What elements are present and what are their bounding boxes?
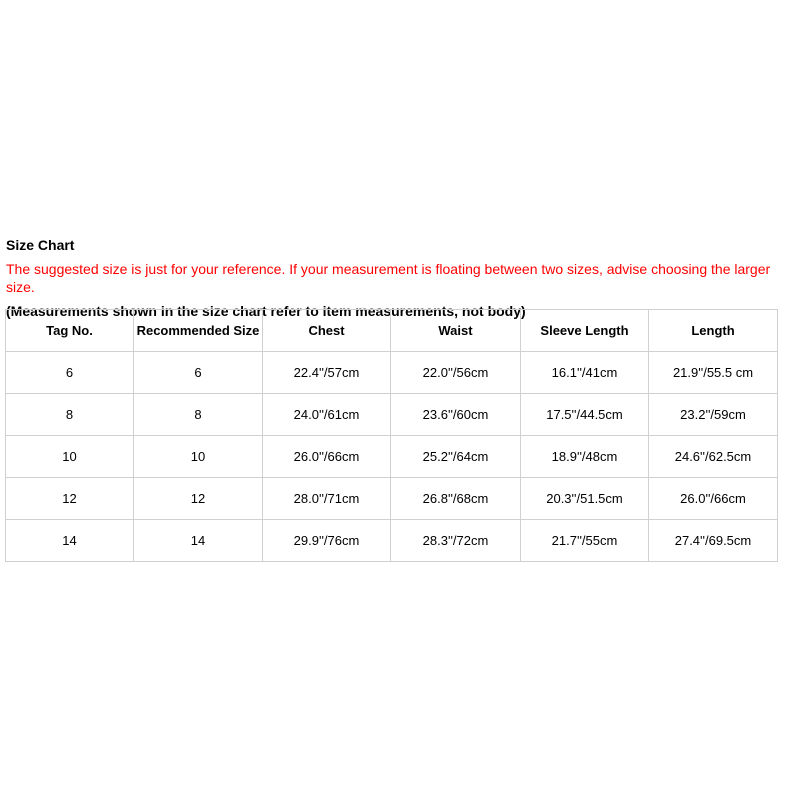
cell-tag-no: 8 xyxy=(6,394,134,436)
cell-length: 27.4''/69.5cm xyxy=(649,520,778,562)
cell-chest: 26.0''/66cm xyxy=(263,436,391,478)
size-chart-header xyxy=(6,236,796,320)
cell-recommended-size: 12 xyxy=(134,478,263,520)
cell-length: 26.0''/66cm xyxy=(649,478,778,520)
cell-tag-no: 12 xyxy=(6,478,134,520)
cell-waist: 28.3''/72cm xyxy=(391,520,521,562)
cell-length: 24.6''/62.5cm xyxy=(649,436,778,478)
measurement-note: (Measurements shown in the size chart refer to item measurements, not body) xyxy=(6,303,526,319)
cell-sleeve-length: 20.3''/51.5cm xyxy=(521,478,649,520)
table-row xyxy=(6,436,778,478)
cell-chest: 29.9''/76cm xyxy=(263,520,391,562)
cell-length: 23.2''/59cm xyxy=(649,394,778,436)
header-recommended-size: Recommended Size xyxy=(134,310,263,352)
size-table xyxy=(5,309,778,562)
cell-recommended-size: 6 xyxy=(134,352,263,394)
cell-recommended-size: 14 xyxy=(134,520,263,562)
header-chest: Chest xyxy=(263,310,391,352)
cell-waist: 26.8''/68cm xyxy=(391,478,521,520)
page-title: Size Chart xyxy=(6,237,75,253)
header-tag-no: Tag No. xyxy=(6,310,134,352)
cell-chest: 22.4''/57cm xyxy=(263,352,391,394)
cell-recommended-size: 10 xyxy=(134,436,263,478)
cell-sleeve-length: 17.5''/44.5cm xyxy=(521,394,649,436)
cell-length: 21.9''/55.5 cm xyxy=(649,352,778,394)
cell-sleeve-length: 21.7''/55cm xyxy=(521,520,649,562)
cell-chest: 24.0''/61cm xyxy=(263,394,391,436)
cell-chest: 28.0''/71cm xyxy=(263,478,391,520)
table-header-row xyxy=(6,310,778,352)
cell-waist: 22.0''/56cm xyxy=(391,352,521,394)
cell-waist: 25.2''/64cm xyxy=(391,436,521,478)
size-advice-notice: The suggested size is just for your reference. If your measurement is floating between two sizes, advise choosing the larger size. xyxy=(6,261,771,295)
table-row xyxy=(6,394,778,436)
cell-waist: 23.6''/60cm xyxy=(391,394,521,436)
cell-tag-no: 6 xyxy=(6,352,134,394)
table-row xyxy=(6,478,778,520)
header-length: Length xyxy=(649,310,778,352)
table-row xyxy=(6,352,778,394)
cell-sleeve-length: 18.9''/48cm xyxy=(521,436,649,478)
cell-tag-no: 14 xyxy=(6,520,134,562)
header-waist: Waist xyxy=(391,310,521,352)
cell-tag-no: 10 xyxy=(6,436,134,478)
table-row xyxy=(6,520,778,562)
cell-sleeve-length: 16.1''/41cm xyxy=(521,352,649,394)
cell-recommended-size: 8 xyxy=(134,394,263,436)
header-sleeve-length: Sleeve Length xyxy=(521,310,649,352)
